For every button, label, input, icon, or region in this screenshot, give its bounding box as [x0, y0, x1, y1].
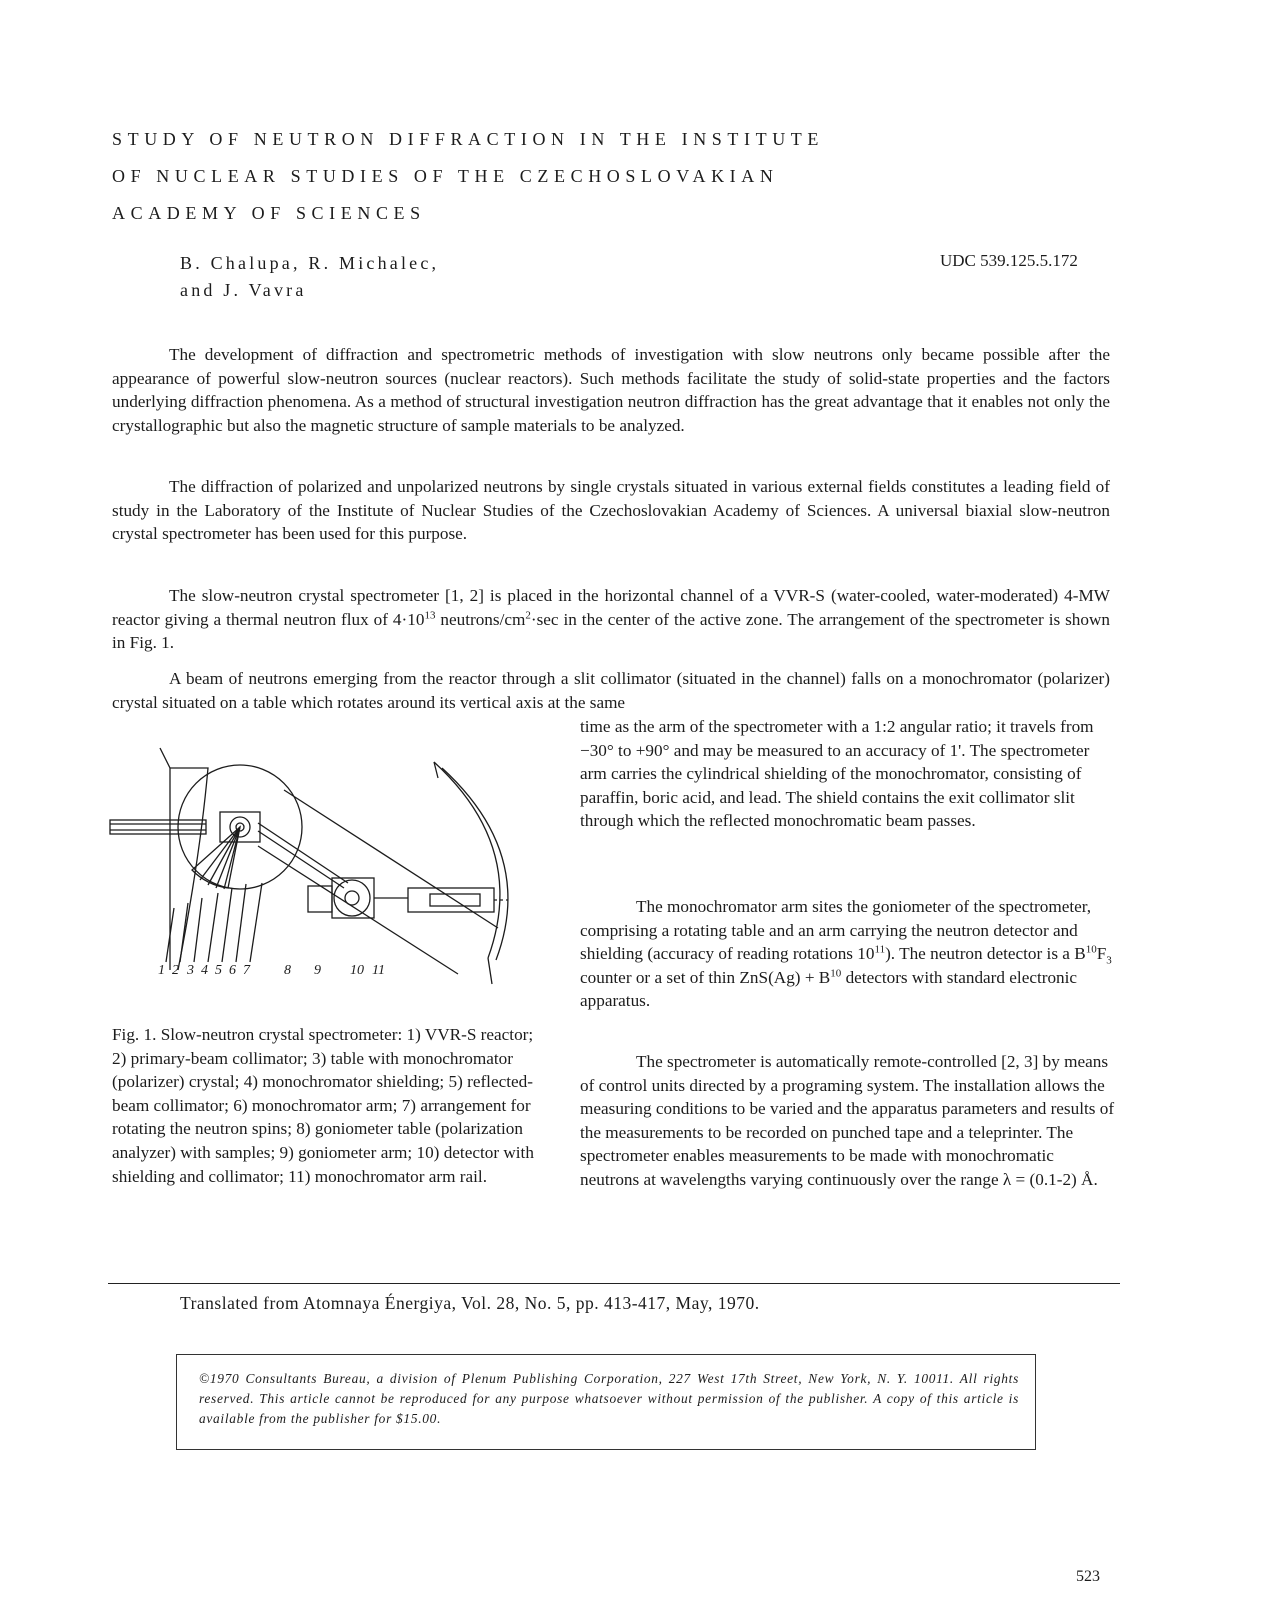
figure-label-8: 8 — [284, 963, 291, 978]
right-column-paragraph-3: The spectrometer is automatically remote-controlled [2, 3] by means of control units directed by a programing system. The installation allows the measuring conditions to be varied and the apparatus parameters and results of the measurements to be recorded on punched tape and a teleprinter. The spectrometer enables measurements to be made with monochromatic neutrons at wavelengths varying continuously over the range λ = (0.1-2) Å. — [580, 1052, 1115, 1189]
paragraph-4: A beam of neutrons emerging from the reactor through a slit collimator (situated in the channel) falls on a monochromator (polarizer) crystal situated on a table which rotates around its vertical axis at the same — [112, 669, 1110, 712]
figure-label-10: 10 — [350, 963, 364, 978]
paragraph-1: The development of diffraction and spectrometric methods of investigation with slow neutrons only became possible after the appearance of powerful slow-neutron sources (nuclear reactors). Such methods facilitate the study of solid-state properties and the factors underlying diffraction phenomena. As a method of structural investigation neutron diffraction has the great advantage that it enables not only the crystallographic but also the magnetic structure of sample materials to be analyzed. — [112, 345, 1110, 435]
title-line-2: OF NUCLEAR STUDIES OF THE CZECHOSLOVAKIAN — [112, 166, 779, 186]
figure-1-spectrometer-diagram — [108, 738, 528, 996]
figure-label-7: 7 — [243, 963, 250, 978]
right-column-paragraph-2: The monochromator arm sites the goniometer of the spectrometer, comprising a rotating table and an arm carrying the neutron detector and shielding (accuracy of reading rotations $10^{11}$). The neutron detector is a $B^{10}F_3$ counter or a set of thin $ZnS(Ag) + B^{10}$ detectors with standard electronic apparatus. — [580, 897, 1112, 1011]
figure-1-caption: Fig. 1. Slow-neutron crystal spectrometer: 1) VVR-S reactor; 2) primary-beam collimator; 3) table with monochromator (polarizer) crystal; 4) monochromator shielding; 5) reflected-beam collimator; 6) monochromator arm; 7) arrangement for rotating the neutron spins; 8) goniometer table (polarization analyzer) with samples; 9) goniometer arm; 10) detector with shielding and collimator; 11) monochromator arm rail. — [112, 1025, 534, 1186]
translation-note: Translated from Atomnaya Énergiya, Vol. 28, No. 5, pp. 413-417, May, 1970. — [180, 1293, 760, 1313]
authors-line-1: B. Chalupa, R. Michalec, — [180, 253, 440, 273]
right-column-paragraph-1: time as the arm of the spectrometer with a 1:2 angular ratio; it travels from −30° to +90° and may be measured to an accuracy of 1'. The spectrometer arm carries the cylindrical shielding of the monochromator, consisting of paraffin, boric acid, and lead. The shield contains the exit collimator slit through which the reflected monochromatic beam passes. — [580, 717, 1094, 831]
page-number: 523 — [1076, 1568, 1100, 1585]
paragraph-2: The diffraction of polarized and unpolarized neutrons by single crystals situated in various external fields constitutes a leading field of study in the Laboratory of the Institute of Nuclear Studies of the Czechoslovakian Academy of Sciences. A universal biaxial slow-neutron crystal spectrometer has been used for this purpose. — [112, 477, 1110, 544]
authors — [180, 250, 439, 304]
udc-code: UDC 539.125.5.172 — [940, 251, 1078, 270]
figure-label-5: 5 — [215, 963, 222, 978]
title-line-1: STUDY OF NEUTRON DIFFRACTION IN THE INSTITUTE — [112, 129, 824, 149]
figure-label-2: 2 — [172, 963, 179, 978]
copyright-text: ©1970 Consultants Bureau, a division of Plenum Publishing Corporation, 227 West 17th Street, New York, N. Y. 10011. All rights reserved. This article cannot be reproduced for any purpose whatsoever without permission of the publisher. A copy of this article is available from the publisher for $15.00. — [199, 1371, 1019, 1426]
authors-line-2: and J. Vavra — [180, 280, 307, 300]
reactor-wall-mark — [160, 748, 170, 768]
copyright-box — [176, 1354, 1036, 1450]
figure-label-6: 6 — [229, 963, 236, 978]
paragraph-3: The slow-neutron crystal spectrometer [1, 2] is placed in the horizontal channel of a VVR-S (water-cooled, water-moderated) 4-MW reactor giving a thermal neutron flux of $4\cdot 10^{13}$ neutrons/$cm^2\cdot\sec$ in the center of the active zone. The arrangement of the spectrometer is shown in Fig. 1. — [112, 586, 1111, 653]
figure-label-9: 9 — [314, 963, 321, 978]
title-line-3: ACADEMY OF SCIENCES — [112, 203, 426, 223]
figure-label-4: 4 — [201, 963, 208, 978]
figure-label-11: 11 — [372, 963, 385, 978]
figure-label-3: 3 — [187, 963, 194, 978]
detector-with-shielding — [408, 888, 494, 912]
figure-label-1: 1 — [158, 963, 165, 978]
monochromator-arm-rail — [434, 762, 500, 958]
footer-rule — [108, 1283, 1120, 1284]
